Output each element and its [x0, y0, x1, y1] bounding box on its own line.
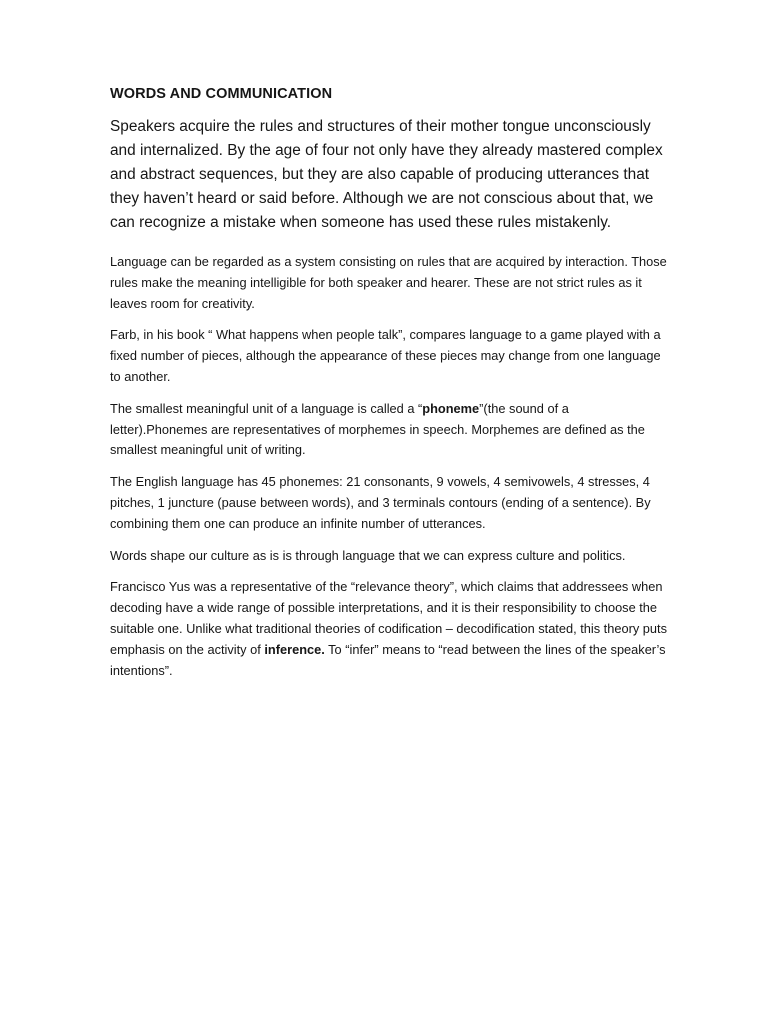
paragraph-culture: Words shape our culture as is is through language that we can express culture and politics. — [110, 547, 626, 563]
paragraph-language-system: Language can be regarded as a system consisting on rules that are acquired by interaction. Those rules make the meaning intelligible for both speaker and hearer. These are not strict rules as it leaves room for creativity. — [110, 254, 667, 311]
paragraph-phoneme-text-end: ”(the sound of a letter).Phonemes are representatives of morphemes in speech. Morphemes are defined as the smallest meaningful unit of writing. — [110, 400, 645, 458]
paragraph-relevance-theory — [110, 577, 668, 681]
lead-paragraph: Speakers acquire the rules and structures of their mother tongue unconsciously and internalized. By the age of four not only have they already mastered complex and abstract sequences, but they are also capable of producing utterances that they haven’t heard or said before. Although we are not conscious about that, we can recognize a mistake when someone has used these rules mistakenly. — [110, 118, 663, 231]
paragraph-english-phonemes: The English language has 45 phonemes: 21 consonants, 9 vowels, 4 semivowels, 4 stresses, 4 pitches, 1 juncture (pause between words), and 3 terminals contours (ending of a sentence). By combining them one can produce an infinite number of utterances. — [110, 474, 651, 531]
document-title: WORDS AND COMMUNICATION — [110, 86, 333, 102]
paragraph-phoneme-text-start: The smallest meaningful unit of a language is called a “ — [110, 400, 423, 416]
paragraph-phoneme — [110, 399, 668, 461]
phoneme-term: phoneme — [422, 400, 480, 416]
paragraph-relevance-text-start: Francisco Yus was a representative of the “relevance theory”, which claims that addressees when decoding have a wide range of possible interpretations, and it is their responsibility to choose the suitable one. Unlike what traditional theories of codification – decodification stated, this theory puts emphasis on the activity of — [110, 579, 667, 657]
inference-term: inference. — [264, 641, 325, 657]
paragraph-farb: Farb, in his book “ What happens when people talk”, compares language to a game played with a fixed number of pieces, although the appearance of these pieces may change from one language to another. — [110, 327, 661, 384]
paragraph-relevance-text-end: To “infer” means to “read between the lines of the speaker’s intentions”. — [110, 641, 666, 678]
